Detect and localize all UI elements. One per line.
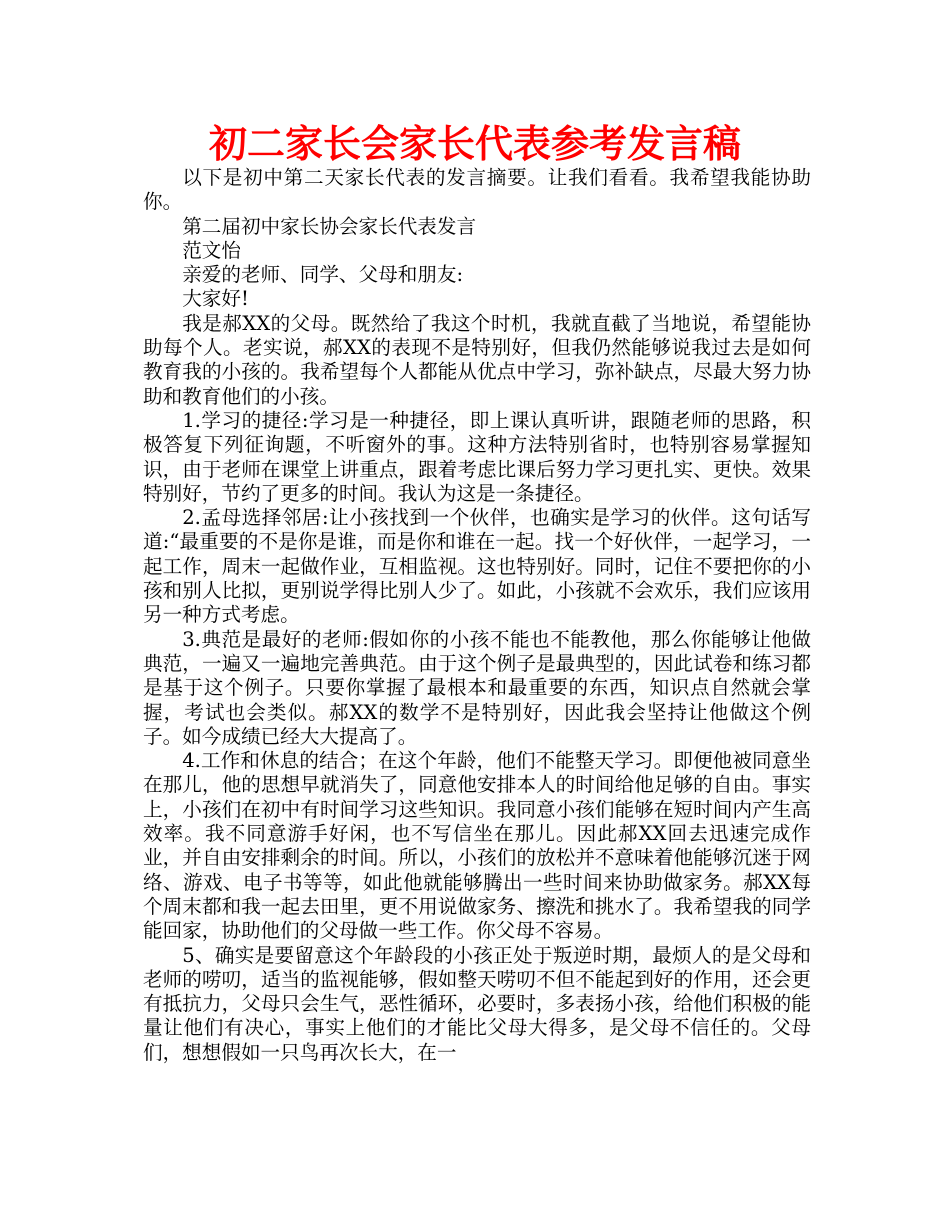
paragraph-opening: 我是郝XX的父母。既然给了我这个时机，我就直截了当地说，希望能协助每个人。老实说，郝XX的表现不是特别好，但我仍然能够说我过去是如何教育我的小孩的。我希望每个人都能从优点中学习，弥补缺点，尽最大努力协助和教育他们的小孩。 (143, 311, 811, 408)
paragraph-salutation: 亲爱的老师、同学、父母和朋友: (182, 263, 464, 287)
paragraph-author: 范文怡 (182, 238, 241, 262)
paragraph-point-2: 2.孟母选择邻居:让小孩找到一个伙伴，也确实是学习的伙伴。这句话写道:“最重要的不是你是谁，而是你和谁在一起。找一个好伙伴，一起学习，一起工作，周末一起做作业，互相监视。这也特别好。同时，记住不要把你的小孩和别人比拟，更别说学得比别人少了。如此，小孩就不会欢乐，我们应该用另一种方式考虑。 (143, 506, 811, 627)
paragraph-point-5: 5、确实是要留意这个年龄段的小孩正处于叛逆时期，最烦人的是父母和老师的唠叨，适当的监视能够，假如整天唠叨不但不能起到好的作用，还会更有抵抗力，父母只会生气，恶性循环，必要时，多表扬小孩，给他们积极的能量让他们有决心，事实上他们的才能比父母大得多，是父母不信任的。父母们，想想假如一只鸟再次长大，在一 (143, 943, 811, 1064)
paragraph-intro: 以下是初中第二天家长代表的发言摘要。让我们看看。我希望我能协助你。 (143, 166, 811, 214)
paragraph-point-3: 3.典范是最好的老师:假如你的小孩不能也不能教他，那么你能够让他做典范，一遍又一遍地完善典范。由于这个例子是最典型的，因此试卷和练习都是基于这个例子。只要你掌握了最根本和最重要的东西，知识点自然就会掌握，考试也会类似。郝XX的数学不是特别好，因此我会坚持让他做这个例子。如今成绩已经大大提高了。 (143, 627, 811, 748)
document-body (143, 166, 811, 1065)
document-title: 初二家长会家长代表参考发言稿 (208, 121, 741, 166)
paragraph-point-1: 1.学习的捷径:学习是一种捷径，即上课认真听讲，跟随老师的思路，积极答复下列征询题，不听窗外的事。这种方法特别省时，也特别容易掌握知识，由于老师在课堂上讲重点，跟着考虑比课后努力学习更扎实、更快。效果特别好，节约了更多的时间。我认为这是一条捷径。 (143, 408, 811, 505)
paragraph-point-4: 4.工作和休息的结合；在这个年龄，他们不能整天学习。即便他被同意坐在那儿，他的思想早就消失了，同意他安排本人的时间给他足够的自由。事实上，小孩们在初中有时间学习这些知识。我同意小孩们能够在短时间内产生高效率。我不同意游手好闲，也不写信坐在那儿。因此郝XX回去迅速完成作业，并自由安排剩余的时间。所以，小孩们的放松并不意味着他能够沉迷于网络、游戏、电子书等等，如此他就能够腾出一些时间来协助做家务。郝XX每个周末都和我一起去田里，更不用说做家务、擦洗和挑水了。我希望我的同学能回家，协助他们的父母做一些工作。你父母不容易。 (143, 749, 811, 943)
paragraph-heading: 第二届初中家长协会家长代表发言 (182, 214, 477, 238)
paragraph-greeting: 大家好! (182, 287, 249, 311)
